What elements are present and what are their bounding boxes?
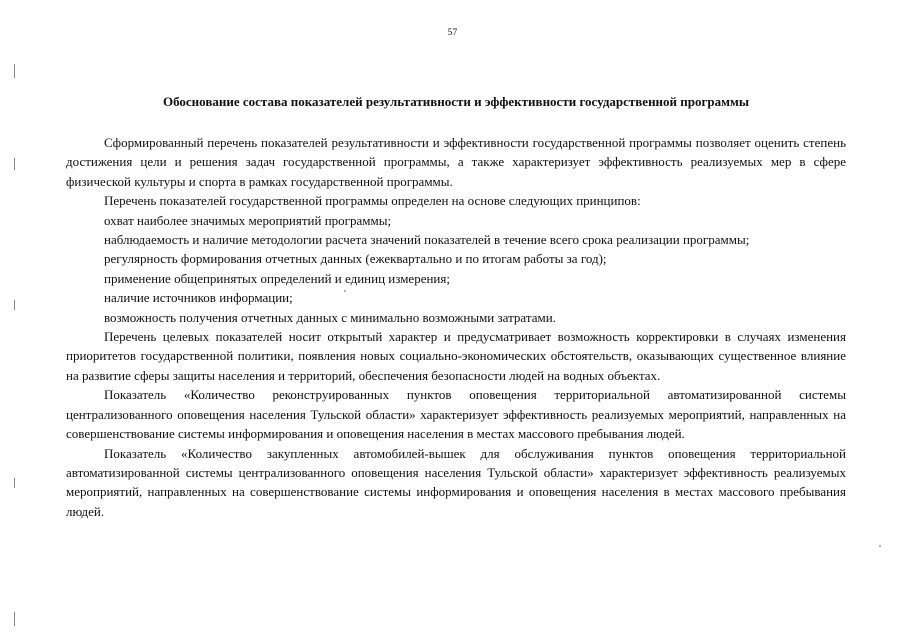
scan-dot	[879, 545, 881, 547]
paragraph: Показатель «Количество закупленных автомобилей-вышек для обслуживания пунктов оповещения территориальной автоматизированной системы централизованного оповещения населения Тульской области» характеризует эффективность реализуемых мероприятий, направленных на совершенствование системы информирования и оповещения населения в местах массового пребывания людей.	[66, 445, 846, 519]
list-item: регулярность формирования отчетных данных (ежеквартально и по итогам работы за год);	[104, 251, 607, 267]
paragraph: Перечень показателей государственной программы определен на основе следующих принципов:	[104, 193, 641, 209]
list-item: охват наиболее значимых мероприятий программы;	[104, 212, 392, 228]
scan-mark	[14, 64, 15, 78]
scan-mark	[14, 612, 15, 626]
scan-mark	[14, 478, 15, 488]
paragraph: Перечень целевых показателей носит открытый характер и предусматривает возможность корректировки в случаях изменения приоритетов государственной политики, появления новых социально-экономических обстоятельств, оказывающих существенное влияние на развитие сферы защиты населения и территорий, обеспечения безопасности людей на водных объектах.	[66, 329, 846, 383]
list-item: возможность получения отчетных данных с минимально возможными затратами.	[104, 309, 556, 325]
list-item: наблюдаемость и наличие методологии расчета значений показателей в течение всего срока реализации программы;	[104, 232, 750, 248]
scan-mark	[14, 300, 15, 310]
section-heading: Обоснование состава показателей результативности и эффективности государственной программы	[162, 94, 750, 109]
document-body	[66, 133, 846, 521]
paragraph: Сформированный перечень показателей результативности и эффективности государственной программы позволяет оценить степень достижения цели и решения задач государственной программы, а также характеризует эффективность реализуемых мер в сфере физической культуры и спорта в рамках государственной программы.	[66, 135, 846, 189]
list-item: наличие источников информации;	[104, 290, 293, 306]
list-item: применение общепринятых определений и единиц измерения;	[104, 270, 450, 286]
scan-mark	[14, 158, 15, 170]
page-number: 57	[447, 28, 458, 38]
paragraph: Показатель «Количество реконструированных пунктов оповещения территориальной автоматизированной системы централизованного оповещения населения Тульской области» характеризует эффективность реализуемых мероприятий, направленных на совершенствование системы информирования и оповещения населения в местах массового пребывания людей.	[66, 387, 846, 442]
